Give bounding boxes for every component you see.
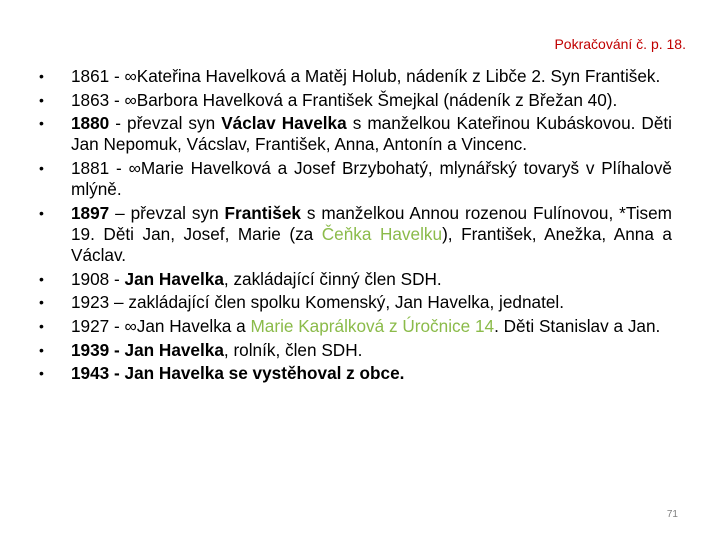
list-item (39, 316, 672, 337)
list-item (39, 203, 672, 267)
bullet-icon: • (39, 365, 44, 382)
continuation-header: Pokračování č. p. 18. (554, 36, 686, 52)
bullet-icon: • (39, 341, 44, 358)
bullet-icon: • (39, 91, 44, 108)
bullet-icon: • (39, 204, 44, 221)
bullet-icon: • (39, 317, 44, 334)
list-item-text (71, 203, 672, 265)
list-item-text (71, 316, 660, 336)
highlighted-name: Čeňka Havelku (321, 223, 443, 244)
bold-text: Jan Havelka (124, 268, 224, 289)
bold-text: 1939 - Jan Havelka (71, 339, 224, 360)
bold-text: František (224, 202, 301, 223)
text-segment: s manželkou Annou rozenou Fulínovou, *Tisem 19. Děti Jan, Josef, Marie (za (71, 202, 672, 244)
highlighted-name: Marie Kaprálková z Úročnice 14 (250, 315, 495, 336)
bold-text: 1943 - Jan Havelka se vystěhoval z obce. (71, 363, 405, 384)
list-item (39, 363, 672, 384)
list-item (39, 340, 672, 361)
text-segment: 1908 - (71, 268, 125, 289)
list-item (39, 269, 672, 290)
bullet-icon: • (39, 270, 44, 287)
list-item-text (71, 158, 672, 199)
list-item-text (71, 113, 672, 154)
text-segment: . Děti Stanislav a Jan. (494, 315, 661, 336)
text-segment: , rolník, člen SDH. (223, 339, 363, 360)
bullet-icon: • (39, 159, 44, 176)
list-item (39, 292, 672, 313)
list-item (39, 90, 672, 111)
text-segment: , zakládající činný člen SDH. (223, 268, 442, 289)
list-item-text (71, 292, 564, 312)
text-segment: 1923 – zakládající člen spolku Komenský, Jan Havelka, jednatel. (71, 292, 564, 313)
list-item-text (71, 340, 362, 360)
list-item-text (71, 90, 617, 110)
event-list (39, 66, 672, 387)
text-segment: 1861 - ∞Kateřina Havelková a Matěj Holub, nádeník z Libče 2. Syn František. (71, 66, 661, 86)
bullet-icon: • (39, 294, 44, 311)
bullet-icon: • (39, 115, 44, 132)
text-segment: – převzal syn (109, 202, 225, 223)
list-item (39, 158, 672, 200)
slide-number: 71 (666, 509, 678, 520)
bullet-icon: • (39, 68, 44, 84)
text-segment: 1927 - ∞Jan Havelka a (71, 315, 251, 336)
text-segment: 1881 - ∞Marie Havelková a Josef Brzybohatý, mlynářský tovaryš v Plíhalově mlýně. (71, 157, 672, 200)
list-item (39, 113, 672, 155)
text-segment: s manželkou Kateřinou Kubáskovou. Děti Jan Nepomuk, Vácslav, František, Anna, Antonín a Vincenc. (71, 113, 673, 155)
list-item-text (71, 363, 404, 383)
text-segment: - převzal syn (109, 113, 222, 134)
bold-text: 1880 (71, 113, 110, 134)
text-segment: ), František, Anežka, Anna a Václav. (71, 223, 672, 266)
list-item (39, 66, 672, 87)
bold-text: Václav Havelka (221, 113, 347, 134)
list-item-text (71, 269, 442, 289)
bold-text: 1897 (71, 202, 110, 223)
text-segment: 1863 - ∞Barbora Havelková a František Šmejkal (nádeník z Břežan 40). (71, 89, 618, 110)
list-item-text (71, 66, 660, 86)
